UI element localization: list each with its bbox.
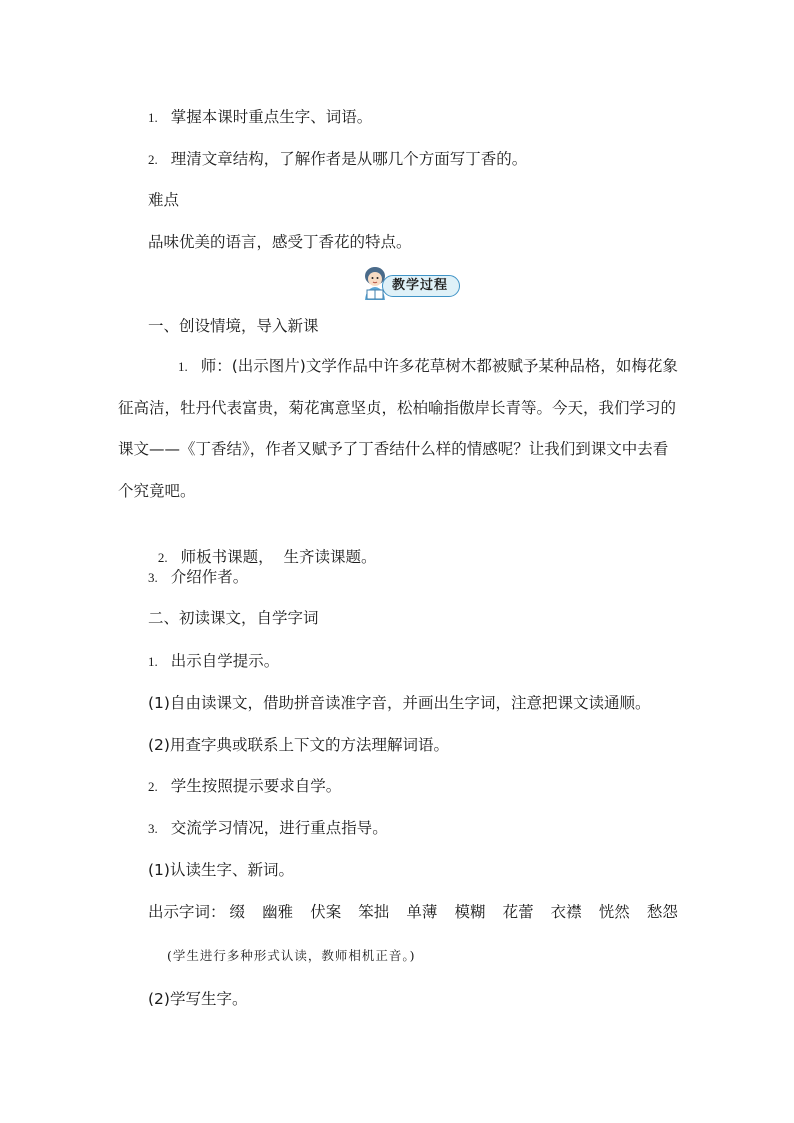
section-2-sub-3: (1)认读生字、新词。 <box>148 861 294 879</box>
vocab-word: 衣襟 <box>550 903 582 921</box>
section-2-step-1 <box>148 650 279 673</box>
section-2-step-2-number: 2. <box>148 779 158 794</box>
vocab-word: 愁怨 <box>646 903 678 921</box>
section-2-step-1-number: 1. <box>148 654 158 669</box>
section-1-step-1 <box>118 346 678 512</box>
teacher-reading-icon <box>358 266 392 302</box>
objective-2-text: 理清文章结构，了解作者是从哪几个方面写丁香的。 <box>170 150 528 168</box>
section-1-step-1-line-4: 个究竟吧。 <box>118 481 196 500</box>
badge-label: 教学过程 <box>392 278 449 293</box>
difficulty-text: 品味优美的语言，感受丁香花的特点。 <box>148 233 412 251</box>
vocab-word: 花蕾 <box>502 903 534 921</box>
vocab-word: 笨拙 <box>358 903 390 921</box>
vocabulary-list <box>230 901 678 923</box>
section-1-step-1-line-2: 征高洁，牡丹代表富贵，菊花寓意坚贞，松柏喻指傲岸长青等。今天，我们学习的 <box>118 398 677 417</box>
vocab-word: 单薄 <box>406 903 438 921</box>
vocab-word: 伏案 <box>310 903 342 921</box>
section-1-step-2-number: 2. <box>157 550 168 565</box>
section-1-step-1-number: 1. <box>178 359 188 374</box>
section-2-step-2-text: 学生按照提示要求自学。 <box>170 777 342 795</box>
vocab-word: 模糊 <box>454 903 486 921</box>
vocab-word: 恍然 <box>598 903 630 921</box>
section-1-step-3 <box>148 566 248 589</box>
section-2-step-3 <box>148 817 388 840</box>
section-2-sub-4: (2)学写生字。 <box>148 990 248 1008</box>
section-1-step-2 <box>148 524 376 569</box>
vocabulary-row <box>148 901 678 923</box>
section-2-sub-1: (1)自由读课文，借助拼音读准字音，并画出生字词，注意把课文读通顺。 <box>148 694 651 712</box>
vocab-word: 缀 <box>229 903 246 921</box>
section-1-step-3-text: 介绍作者。 <box>170 568 249 586</box>
objective-2 <box>148 148 527 171</box>
section-1-step-3-number: 3. <box>148 570 158 585</box>
section-1-heading: 一、创设情境，导入新课 <box>148 317 319 335</box>
section-1-step-1-line-1: 师：(出示图片)文学作品中许多花草树木都被赋予某种品格，如梅花象 <box>200 357 678 375</box>
vocab-word: 幽雅 <box>262 903 294 921</box>
section-2-step-3-number: 3. <box>148 821 158 836</box>
reading-note: (学生进行多种形式认读，教师相机正音。) <box>167 948 416 963</box>
objective-1 <box>148 106 372 129</box>
teaching-process-badge <box>358 266 462 302</box>
difficulty-heading: 难点 <box>148 191 180 209</box>
section-2-sub-2: (2)用查字典或联系上下文的方法理解词语。 <box>148 736 449 754</box>
section-1-step-2-text: 师板书课题， 生齐读课题。 <box>180 548 377 566</box>
objective-1-number: 1. <box>148 110 158 125</box>
vocabulary-label: 出示字词： <box>148 903 226 921</box>
section-2-step-3-text: 交流学习情况，进行重点指导。 <box>170 819 388 837</box>
objective-1-text: 掌握本课时重点生字、词语。 <box>170 108 373 126</box>
section-1-step-1-line-3: 课文——《丁香结》，作者又赋予了丁香结什么样的情感呢？让我们到课文中去看 <box>118 440 669 458</box>
section-2-step-2 <box>148 775 341 798</box>
section-2-step-1-text: 出示自学提示。 <box>170 652 280 670</box>
section-2-heading: 二、初读课文，自学字词 <box>148 609 319 627</box>
objective-2-number: 2. <box>148 152 158 167</box>
